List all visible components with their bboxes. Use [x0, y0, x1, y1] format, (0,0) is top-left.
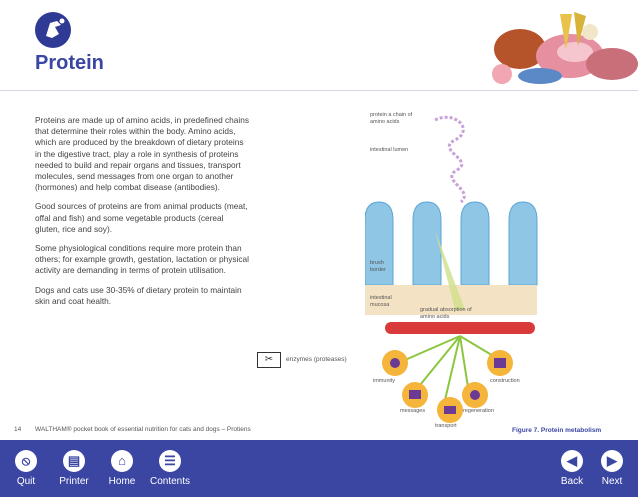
- contents-button[interactable]: [146, 440, 194, 497]
- next-label: Next: [601, 476, 623, 487]
- label-brush-border: brush border: [370, 260, 386, 273]
- paragraph-2: Good sources of proteins are from animal products (meat, offal and fish) and some vegetable products (cereal gluten, rice and soy).: [35, 201, 248, 234]
- label-regeneration: regeneration: [463, 408, 494, 414]
- page-title: Protein: [35, 52, 104, 74]
- contents-label: Contents: [149, 476, 191, 487]
- paragraph-4: Dogs and cats use 30-35% of dietary protein to maintain skin and coat health.: [35, 284, 242, 306]
- back-arrow-icon: ◀: [561, 450, 583, 472]
- footer-book-title: WALTHAM® pocket book of essential nutrition for cats and dogs – Protiens: [35, 426, 251, 433]
- waltham-logo: [35, 12, 71, 48]
- food-illustration: [470, 4, 638, 92]
- figure-caption: Figure 7. Protein metabolism: [512, 427, 602, 434]
- label-messages: messages: [400, 408, 426, 414]
- header-divider: [0, 90, 638, 91]
- quit-icon: ⦸: [15, 450, 37, 472]
- home-icon: ⌂: [111, 450, 133, 472]
- printer-button[interactable]: [52, 440, 96, 497]
- scissors-icon: ✂: [257, 352, 281, 368]
- nav-bar: [0, 440, 638, 497]
- paragraph-3: Some physiological conditions require more protein than others; for example growth, gestation, lactation or physical activity are demanding in terms of protein utilisation.: [35, 243, 249, 276]
- protein-metabolism-diagram: [365, 110, 615, 430]
- label-protein-chain: protein a chain of amino acids: [370, 112, 413, 125]
- label-gradual-absorption: gradual absorption of amino acids: [420, 307, 472, 320]
- back-label: Back: [560, 476, 584, 487]
- back-button[interactable]: [552, 440, 592, 497]
- page-number: 14: [14, 426, 22, 433]
- label-intestinal-lumen: intestinal lumen: [370, 147, 409, 153]
- contents-icon: ☰: [159, 450, 181, 472]
- label-construction: construction: [490, 378, 520, 384]
- body-text: [35, 115, 250, 315]
- printer-icon: ▤: [63, 450, 85, 472]
- label-immunity: immunity: [373, 378, 396, 384]
- legend-enzymes-label: enzymes (proteases): [286, 356, 347, 363]
- next-arrow-icon: ▶: [601, 450, 623, 472]
- home-button[interactable]: [102, 440, 142, 497]
- next-button[interactable]: [592, 440, 632, 497]
- quit-button[interactable]: [6, 440, 46, 497]
- paragraph-1: Proteins are made up of amino acids, in predefined chains that determine their roles within the body. Amino acids, which are produced by the breakdown of dietary proteins in the digestive tract, play a role in synthesis of proteins needed to build and repair organs and tissues, transport molecules, send messages from one organ to another (hormones) and help combat disease (antibodies).: [35, 115, 250, 193]
- label-intestinal-mucosa: intestinal mucosa: [370, 295, 392, 308]
- printer-label: Printer: [59, 476, 89, 487]
- home-label: Home: [108, 476, 136, 487]
- label-transport: transport: [435, 423, 457, 429]
- quit-label: Quit: [16, 476, 36, 487]
